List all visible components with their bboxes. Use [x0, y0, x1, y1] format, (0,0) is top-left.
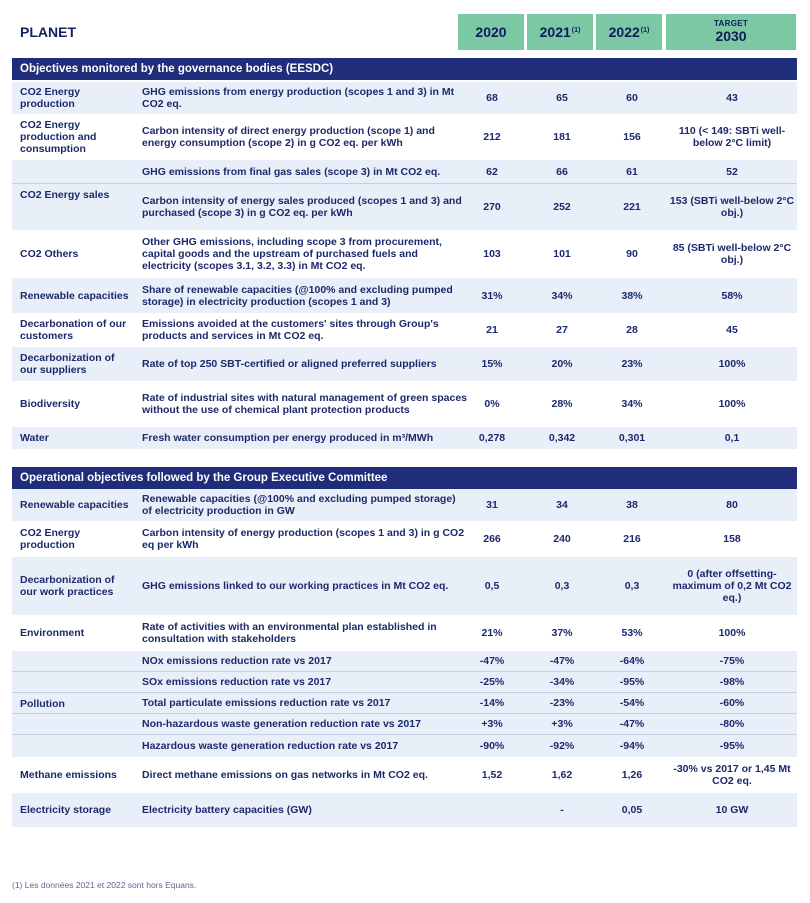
row-indicator: GHG emissions from energy production (scopes 1 and 3) in Mt CO2 eq. — [142, 86, 455, 110]
table-row — [12, 381, 797, 427]
value-2020: 1,52 — [481, 769, 503, 781]
value-target: -95% — [719, 740, 745, 752]
row-category: Environment — [20, 627, 85, 639]
value-2022: -95% — [619, 676, 645, 688]
value-2020: 21% — [481, 627, 503, 639]
value-2022: 0,301 — [618, 432, 646, 444]
section-header: Objectives monitored by the governance bodies (EESDC) — [12, 58, 797, 80]
value-2021: 240 — [553, 533, 571, 545]
row-category: Renewable capacities — [20, 289, 129, 302]
value-target: -75% — [719, 655, 745, 667]
value-2020: 103 — [483, 248, 501, 260]
row-indicator: NOx emissions reduction rate vs 2017 — [142, 655, 332, 667]
value-2021: 34% — [551, 289, 573, 302]
row-category: Water — [20, 432, 49, 444]
row-category: Decarbonation of our customers — [20, 318, 127, 342]
value-2022: 221 — [623, 201, 641, 213]
value-2022: -47% — [619, 718, 645, 730]
row-indicator: Electricity battery capacities (GW) — [142, 804, 312, 816]
table-row — [12, 278, 797, 313]
row-indicator: Direct methane emissions on gas networks in Mt CO2 eq. — [142, 769, 428, 781]
row-category: CO2 Energy production — [20, 527, 81, 551]
value-2021: 181 — [553, 131, 571, 143]
value-2020: 0,278 — [478, 432, 506, 444]
value-2020: -14% — [479, 697, 505, 709]
target-header — [666, 14, 796, 50]
row-indicator: Carbon intensity of direct energy production (scope 1) and energy consumption (scope 2) in g CO2 eq. per kWh — [142, 125, 435, 149]
year-label: 2020 — [475, 24, 507, 40]
value-2020: 212 — [483, 131, 501, 143]
value-2021: 66 — [556, 165, 568, 178]
row-indicator: Renewable capacities (@100% and excluding pumped storage) of electricity production in GW — [142, 493, 456, 517]
value-2020: 15% — [481, 358, 503, 370]
value-2021: 101 — [553, 248, 571, 260]
value-2022: 28 — [626, 324, 638, 336]
table-row — [12, 557, 797, 615]
table-row — [12, 82, 797, 114]
value-2021: -23% — [549, 697, 575, 709]
value-target: 0,1 — [724, 432, 740, 444]
value-2021: -47% — [549, 655, 575, 667]
value-target: 100% — [718, 627, 746, 639]
value-2021: 20% — [551, 358, 573, 370]
row-indicator: Carbon intensity of energy production (scopes 1 and 3) in g CO2 eq per kWh — [142, 527, 465, 551]
value-target: 80 — [726, 499, 738, 511]
footnote-marker: (1) — [640, 26, 650, 34]
value-2020: 31% — [481, 289, 503, 302]
value-2021: -34% — [549, 676, 575, 688]
table-row — [12, 230, 797, 278]
value-target: -60% — [719, 697, 745, 709]
value-target: -98% — [719, 676, 745, 688]
value-target: -80% — [719, 718, 745, 730]
value-2020: 266 — [483, 533, 501, 545]
value-2020: 62 — [486, 165, 498, 178]
year-header-2020 — [458, 14, 524, 50]
value-target: 45 — [726, 324, 738, 336]
value-2021: 0,342 — [548, 432, 576, 444]
value-2021: 27 — [556, 324, 568, 336]
value-target: 10 GW — [715, 804, 749, 816]
row-category: Renewable capacities — [20, 499, 129, 511]
value-2022: 38 — [626, 499, 638, 511]
value-2022: -64% — [619, 655, 645, 667]
row-indicator: SOx emissions reduction rate vs 2017 — [142, 676, 332, 688]
value-2021: 1,62 — [551, 769, 573, 781]
row-category: CO2 Energy production — [20, 86, 81, 110]
row-category: Decarbonization of our work practices — [20, 574, 115, 598]
table-row — [12, 793, 797, 827]
value-target: 158 — [723, 533, 741, 545]
table-row — [12, 427, 797, 449]
row-indicator: Total particulate emissions reduction rate vs 2017 — [142, 697, 391, 709]
value-target: 85 (SBTi well-below 2°C obj.) — [672, 242, 792, 266]
value-2022: 61 — [626, 165, 638, 178]
value-2022: 0,3 — [624, 580, 640, 592]
row-indicator: Carbon intensity of energy sales produced (scopes 1 and 3) and purchased (scope 3) in g CO2 eq. per kWh — [142, 195, 462, 219]
row-category: Decarbonization of our suppliers — [20, 352, 115, 376]
table-row — [12, 347, 797, 381]
value-2021: -92% — [549, 740, 575, 752]
value-target: 58% — [721, 289, 743, 302]
value-target: 52 — [726, 165, 738, 178]
value-2022: 34% — [621, 398, 643, 410]
value-2020: -25% — [479, 676, 505, 688]
value-2022: 38% — [621, 289, 643, 302]
value-2020: 31 — [486, 499, 498, 511]
row-indicator: GHG emissions from final gas sales (scope 3) in Mt CO2 eq. — [142, 165, 441, 178]
value-target: 0 (after offsetting- maximum of 0,2 Mt CO2 eq.) — [672, 568, 792, 604]
value-2020 — [462, 793, 522, 827]
table-row — [12, 615, 797, 651]
value-target: 110 (< 149: SBTi well-below 2°C limit) — [678, 125, 786, 149]
merged-category-pollution: Pollution — [20, 698, 65, 710]
row-indicator: Non-hazardous waste generation reduction rate vs 2017 — [142, 718, 421, 730]
value-2021: +3% — [551, 718, 573, 730]
row-indicator: Rate of top 250 SBT-certified or aligned preferred suppliers — [142, 358, 437, 370]
value-2020: -90% — [479, 740, 505, 752]
value-2022: 0,05 — [621, 804, 643, 816]
footnote-marker: (1) — [571, 26, 581, 34]
value-2022: -94% — [619, 740, 645, 752]
value-target: 43 — [726, 92, 738, 104]
row-category: Biodiversity — [20, 398, 81, 410]
value-2020: 68 — [486, 92, 498, 104]
value-2021: 0,3 — [554, 580, 570, 592]
value-2022: 53% — [621, 627, 643, 639]
footnote: (1) Les données 2021 et 2022 sont hors Equans. — [12, 880, 197, 890]
value-2020: 270 — [483, 201, 501, 213]
value-2020: +3% — [481, 718, 503, 730]
row-indicator: Other GHG emissions, including scope 3 from procurement, capital goods and the upstream of purchased fuels and electricity (scopes 3.1, 3.2, 3.3) in Mt CO2 eq. — [142, 236, 442, 272]
value-2022: 216 — [623, 533, 641, 545]
value-2020: 0% — [484, 398, 500, 410]
year-header-2021 — [527, 14, 593, 50]
year-label: 2021 — [539, 24, 571, 40]
row-indicator: Share of renewable capacities (@100% and excluding pumped storage) in electricity production (scopes 1 and 3) — [142, 283, 453, 308]
value-2021: 28% — [551, 398, 573, 410]
table-row — [12, 521, 797, 557]
value-2021: 65 — [556, 92, 568, 104]
target-label: TARGET — [713, 18, 749, 28]
row-indicator: Fresh water consumption per energy produced in m³/MWh — [142, 432, 434, 444]
value-2020: -47% — [479, 655, 505, 667]
value-target: 100% — [718, 398, 746, 410]
value-target: 100% — [718, 358, 746, 370]
year-header-2022 — [596, 14, 662, 50]
value-2022: 156 — [623, 131, 641, 143]
value-2020: 21 — [486, 324, 498, 336]
row-category: Electricity storage — [20, 804, 112, 816]
row-category: CO2 Others — [20, 248, 79, 260]
page-title: PLANET — [20, 24, 76, 40]
row-indicator: GHG emissions linked to our working practices in Mt CO2 eq. — [142, 580, 449, 592]
value-2021: - — [560, 804, 564, 816]
value-2022: 23% — [621, 358, 643, 370]
row-indicator: Hazardous waste generation reduction rate vs 2017 — [142, 740, 399, 752]
table-row — [12, 114, 797, 160]
table-row — [12, 757, 797, 793]
value-2020: 0,5 — [484, 580, 500, 592]
value-2022: 90 — [626, 248, 638, 260]
year-label: 2022 — [608, 24, 640, 40]
row-indicator: Rate of activities with an environmental plan established in consultation with stakeholders — [142, 621, 437, 645]
value-2021: 34 — [556, 499, 568, 511]
value-2021: 37% — [551, 627, 573, 639]
target-year: 2030 — [715, 27, 747, 44]
table-row — [12, 313, 797, 347]
value-2022: 60 — [626, 92, 638, 104]
row-category: Methane emissions — [20, 769, 117, 781]
value-target: 153 (SBTi well-below 2°C obj.) — [669, 195, 795, 219]
value-2022: 1,26 — [621, 769, 643, 781]
row-indicator: Rate of industrial sites with natural management of green spaces without the use of chemical plant protection products — [142, 392, 467, 416]
section-header: Operational objectives followed by the Group Executive Committee — [12, 467, 797, 489]
row-category: CO2 Energy production and consumption — [20, 119, 97, 155]
table-row — [12, 489, 797, 521]
value-2022: -54% — [619, 697, 645, 709]
value-2021: 252 — [553, 201, 571, 213]
merged-category-energy-sales: CO2 Energy sales — [20, 189, 110, 201]
value-target: -30% vs 2017 or 1,45 Mt CO2 eq. — [673, 763, 791, 787]
row-indicator: Emissions avoided at the customers' sites through Group's products and services in Mt CO2 eq. — [142, 318, 439, 342]
